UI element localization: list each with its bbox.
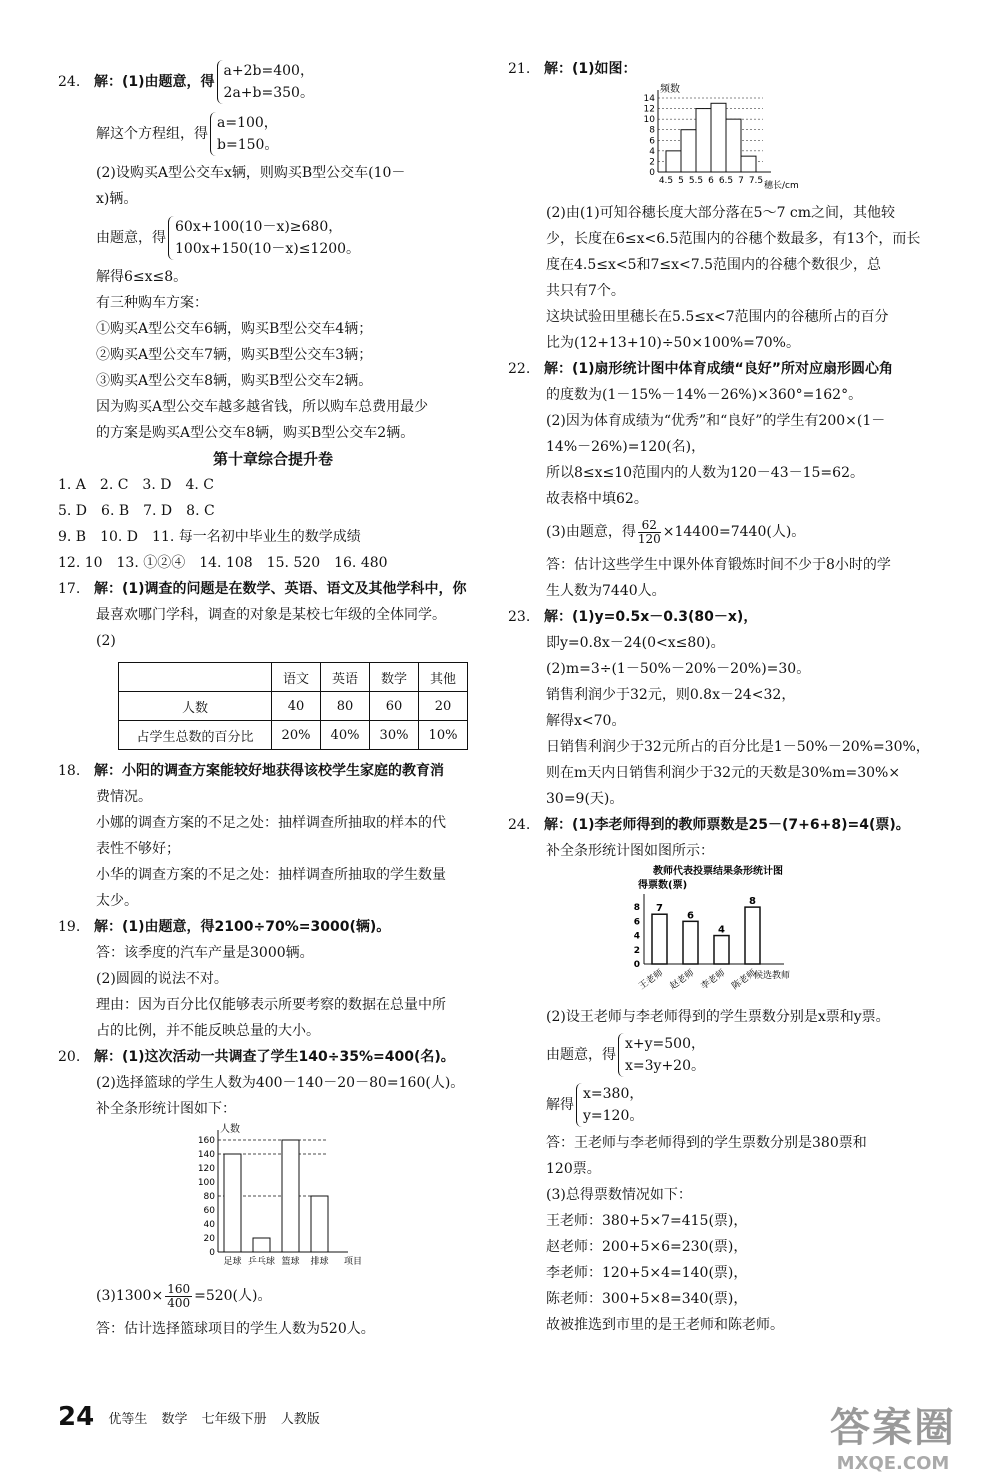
equation-system [210,112,278,156]
question-number: 24. [58,74,81,90]
q24-system1 [508,1030,948,1080]
text-line: (2) [96,633,116,649]
question-number: 20. [58,1049,81,1065]
text-line: (2)m=3÷(1－50%－20%－20%)=30。 [546,661,811,677]
x-tick-label: 王老师 [637,968,666,992]
numerator: 160 [167,1281,191,1296]
y-tick-label: 60 [203,1206,215,1216]
answer-line: 1. A 2. C 3. D 4. C [58,477,214,493]
text-line: 费情况。 [96,789,152,805]
q24-line2 [58,108,488,160]
table-cell: 60 [370,692,419,721]
fraction [638,519,661,546]
y-tick-label: 160 [197,1136,215,1146]
y-tick-label: 100 [197,1178,215,1188]
bar [224,1154,241,1252]
equation: x=3y+20。 [625,1058,705,1074]
text-line: 所以8≤x≤10范围内的人数为120－43－15=62。 [546,465,864,481]
q20-part3 [58,1276,488,1316]
question-number: 24. [508,817,531,833]
x-tick-label: 排球 [310,1257,329,1267]
text-line: x)辆。 [96,191,138,207]
text-line: 补全条形统计图如下： [96,1101,236,1117]
text-line: (2)圆圆的说法不对。 [96,971,228,987]
text-line: 答：估计这些学生中课外体育锻炼时间不少于8小时的学 [546,557,891,573]
text-line: (2)设购买A型公交车x辆，则购买B型公交车(10－ [96,165,406,181]
table-cell: 80 [321,692,370,721]
text-line: 最喜欢哪门学科，调查的对象是某校七年级的全体同学。 [96,607,446,623]
y-tick-label: 0 [633,960,640,970]
text: 解：(1)李老师得到的教师票数是25－(7+6+8)=4(票)。 [544,817,910,833]
x-tick-label: 7 [738,176,744,186]
text-line: 答：王老师与李老师得到的学生票数分别是380票和 [546,1135,867,1151]
answer-line: 9. B 10. D 11. 每一名初中毕业生的数学成绩 [58,529,361,545]
text-line: 即y=0.8x－24(0<x≤80)。 [546,635,725,651]
watermark-text: 答案圈 [830,1405,956,1451]
equation: a+2b=400， [223,63,314,79]
x-tick-label: 赵老师 [668,968,697,992]
histogram-bar [726,119,741,172]
text-line: 14%－26%)=120(名)， [546,439,706,455]
text-line: ②购买A型公交车7辆，购买B型公交车3辆； [96,347,373,363]
question-number: 21. [508,61,531,77]
text-line: 太少。 [96,893,138,909]
text-line: 小娜的调查方案的不足之处：抽样调查所抽取的样本的代 [96,815,446,831]
text: 解：(1)y=0.5x－0.3(80－x)， [544,609,758,625]
question-number: 18. [58,763,81,779]
survey-table [118,662,468,750]
y-tick-label: 12 [643,104,655,115]
y-tick-label: 0 [649,168,655,178]
y-tick-label: 8 [649,125,655,136]
bar [683,921,698,964]
page-footer [58,1402,330,1432]
equation: 60x+100(10－x)≥680， [175,219,343,235]
table-cell [119,663,272,692]
question-number: 22. [508,361,531,377]
text-line: 陈老师：300+5×8=340(票)， [546,1291,748,1307]
sports-bar-chart [188,1122,388,1276]
equation-system [168,216,360,260]
x-tick-label: 足球 [223,1257,242,1267]
text: 解：(1)如图： [544,61,637,77]
equation: x=380， [583,1086,644,1102]
y-tick-label: 0 [209,1248,215,1258]
x-tick-label: 6 [708,176,714,186]
text-line: 日销售利润少于32元所占的百分比是1－50%－20%=30%， [546,739,930,755]
text-line: 的方案是购买A型公交车8辆，购买B型公交车2辆。 [96,425,415,441]
table-cell: 40 [272,692,321,721]
text-line: (2)选择篮球的学生人数为400－140－20－80=160(人)。 [96,1075,465,1091]
text-line: 故被推选到市里的是王老师和陈老师。 [546,1317,784,1333]
x-axis-label: 项目 [344,1257,363,1267]
x-tick-label: 6.5 [718,176,734,186]
y-axis-label: 得票数(票) [638,880,688,891]
footer-subject: 数学 [161,1411,188,1427]
section-title: 第十章综合提升卷 [212,450,333,468]
page-number: 24 [58,1402,95,1432]
denominator: 120 [637,531,661,546]
text-line: 补全条形统计图如图所示： [546,843,714,859]
y-tick-label: 10 [643,115,655,126]
left-column [58,56,488,1342]
x-tick-label: 乒乓球 [247,1257,276,1267]
equation-system [576,1083,643,1127]
text-line: ③购买A型公交车8辆，购买B型公交车2辆。 [96,373,373,389]
footer-brand: 优等生 [108,1411,148,1427]
equation: 2a+b=350。 [223,85,314,101]
bar [282,1140,299,1252]
q24-line5 [58,212,488,264]
text-line: 30=9(天)。 [546,791,624,807]
bar [652,914,667,964]
y-tick-label: 40 [203,1220,215,1230]
text-line: 解得6≤x≤8。 [96,269,188,285]
y-tick-label: 6 [649,136,655,147]
equation: a=100， [217,115,278,131]
equation: 100x+150(10－x)≤1200。 [175,241,361,257]
y-tick-label: 80 [203,1192,215,1202]
y-tick-label: 2 [633,945,640,956]
watermark-logo [830,1396,956,1474]
data-label: 7 [656,903,663,915]
text: 解：(1)扇形统计图中体育成绩“良好”所对应扇形圆心角 [544,361,893,377]
y-tick-label: 8 [633,903,640,914]
answer-line: 5. D 6. B 7. D 8. C [58,503,215,519]
footer-edition: 人教版 [280,1411,320,1427]
text: 解：小阳的调查方案能较好地获得该校学生家庭的教育消 [94,763,444,779]
denominator: 400 [167,1295,191,1310]
x-tick-label: 5 [678,176,684,186]
text: 解得 [546,1097,574,1113]
question-number: 19. [58,919,81,935]
text-line: 李老师：120+5×4=140(票)， [546,1265,748,1281]
text: 解这个方程组，得 [96,126,208,142]
histogram-bar [741,156,756,172]
text-line: 有三种购车方案： [96,295,208,311]
histogram-bar [711,103,726,172]
table-header-row [119,663,468,692]
x-tick-label: 7.5 [748,176,764,186]
text-line: (2)因为体育成绩为“优秀”和“良好”的学生有200×(1－ [546,413,886,429]
text-line: 这块试验田里穗长在5.5≤x<7范围内的谷穗所占的百分 [546,309,889,325]
table-cell: 占学生总数的百分比 [119,721,272,750]
text-line: 解得x<70。 [546,713,626,729]
text: 解：(1)由题意，得 [94,74,215,90]
text-line: 比为(12+13+10)÷50×100%=70%。 [546,335,800,351]
text: 由题意，得 [546,1047,616,1063]
text-line: 理由：因为百分比仅能够表示所要考察的数据在总量中所 [96,997,446,1013]
fraction [165,1283,192,1310]
text-line: 则在m天内日销售利润少于32元的天数是30%m=30%× [546,765,901,781]
text-line: 120票。 [546,1161,601,1177]
data-label: 4 [718,924,725,936]
histogram-chart [628,82,828,200]
q24-line1 [58,56,488,108]
bar [745,907,760,964]
chart-title: 教师代表投票结果条形统计图 [653,866,783,877]
y-tick-label: 4 [633,931,640,942]
histogram-bar [666,151,681,172]
text-line: 因为购买A型公交车越多越省钱，所以购车总费用最少 [96,399,429,415]
text-line: 度在4.5≤x<5和7≤x<7.5范围内的谷穗个数很少，总 [546,257,882,273]
q24-system2 [508,1080,948,1130]
table-cell: 20% [272,721,321,750]
equation: y=120。 [583,1108,644,1124]
watermark-url: MXQE.COM [836,1453,950,1474]
equation-system [217,60,314,104]
text: 解：(1)调查的问题是在数学、英语、语文及其他学科中，你 [94,581,467,597]
right-column [508,56,948,1338]
text: 解：(1)这次活动一共调查了学生140÷35%=400(名)。 [94,1049,455,1065]
answer-line: 12. 10 13. ①②④ 14. 108 15. 520 16. 480 [58,555,388,571]
table-cell: 10% [419,721,468,750]
y-tick-label: 14 [643,94,655,104]
table-cell: 其他 [419,663,468,692]
bar [311,1196,328,1252]
text: 由题意，得 [96,230,166,246]
question-number: 23. [508,609,531,625]
x-axis-label: 候选教师 [753,971,791,981]
y-tick-label: 2 [649,157,655,168]
table-cell: 数学 [370,663,419,692]
text-line: 答：该季度的汽车产量是3000辆。 [96,945,314,961]
histogram-bar [696,109,711,172]
y-axis-label: 人数 [220,1124,240,1135]
y-tick-label: 140 [197,1150,215,1160]
numerator: 62 [638,519,661,533]
table-row [119,692,468,721]
x-tick-label: 陈老师 [730,968,759,992]
x-tick-label: 4.5 [658,176,674,186]
bar [714,936,729,964]
text: =520(人)。 [194,1288,272,1304]
text-line: 答：估计选择篮球项目的学生人数为520人。 [96,1321,375,1337]
text-line: 表性不够好； [96,841,180,857]
data-label: 8 [749,896,756,908]
q22-part3 [508,512,948,552]
x-tick-label: 5.5 [688,176,704,186]
text: 解：(1)由题意，得2100÷70%=3000(辆)。 [94,919,391,935]
x-axis-label: 穗长/cm [764,181,799,191]
text: (3)1300× [96,1288,164,1304]
histogram-bar [681,130,696,172]
y-axis-label: 频数 [660,84,680,95]
text: (3)由题意，得 [546,524,636,540]
table-cell: 英语 [321,663,370,692]
y-tick-label: 4 [649,146,655,157]
text-line: 占的比例，并不能反映总量的大小。 [96,1023,320,1039]
y-tick-label: 20 [203,1234,215,1244]
equation: b=150。 [217,137,279,153]
footer-grade: 七年级下册 [201,1411,267,1427]
table-cell: 40% [321,721,370,750]
table-cell: 人数 [119,692,272,721]
text-line: (3)总得票数情况如下： [546,1187,692,1203]
text-line: 王老师：380+5×7=415(票)， [546,1213,748,1229]
table-row [119,721,468,750]
y-tick-label: 120 [197,1164,215,1174]
table-cell: 语文 [272,663,321,692]
text-line: 的度数为(1－15%－14%－26%)×360°=162°。 [546,387,863,403]
text-line: (2)设王老师与李老师得到的学生票数分别是x票和y票。 [546,1009,890,1025]
y-tick-label: 6 [633,917,640,928]
text-line: 少，长度在6≤x<6.5范围内的谷穗个数最多，有13个，而长 [546,231,921,247]
text-line: 赵老师：200+5×6=230(票)， [546,1239,748,1255]
table-cell: 20 [419,692,468,721]
text-line: (2)由(1)可知谷穗长度大部分落在5～7 cm之间，其他较 [546,205,896,221]
text-line: ①购买A型公交车6辆，购买B型公交车4辆； [96,321,373,337]
equation-system [618,1033,705,1077]
bar [253,1238,270,1252]
text-line: 生人数为7440人。 [546,583,666,599]
text-line: 故表格中填62。 [546,491,648,507]
data-label: 6 [687,910,694,922]
text-line: 小华的调查方案的不足之处：抽样调查所抽取的学生数量 [96,867,446,883]
text-line: 销售利润少于32元，则0.8x－24<32， [546,687,796,703]
text-line: 共只有7个。 [546,283,625,299]
table-cell: 30% [370,721,419,750]
equation: x+y=500， [625,1036,705,1052]
x-tick-label: 篮球 [281,1257,300,1267]
question-number: 17. [58,581,81,597]
teacher-vote-bar-chart [618,864,818,1004]
x-tick-label: 李老师 [699,968,728,992]
text: ×14400=7440(人)。 [662,524,806,540]
